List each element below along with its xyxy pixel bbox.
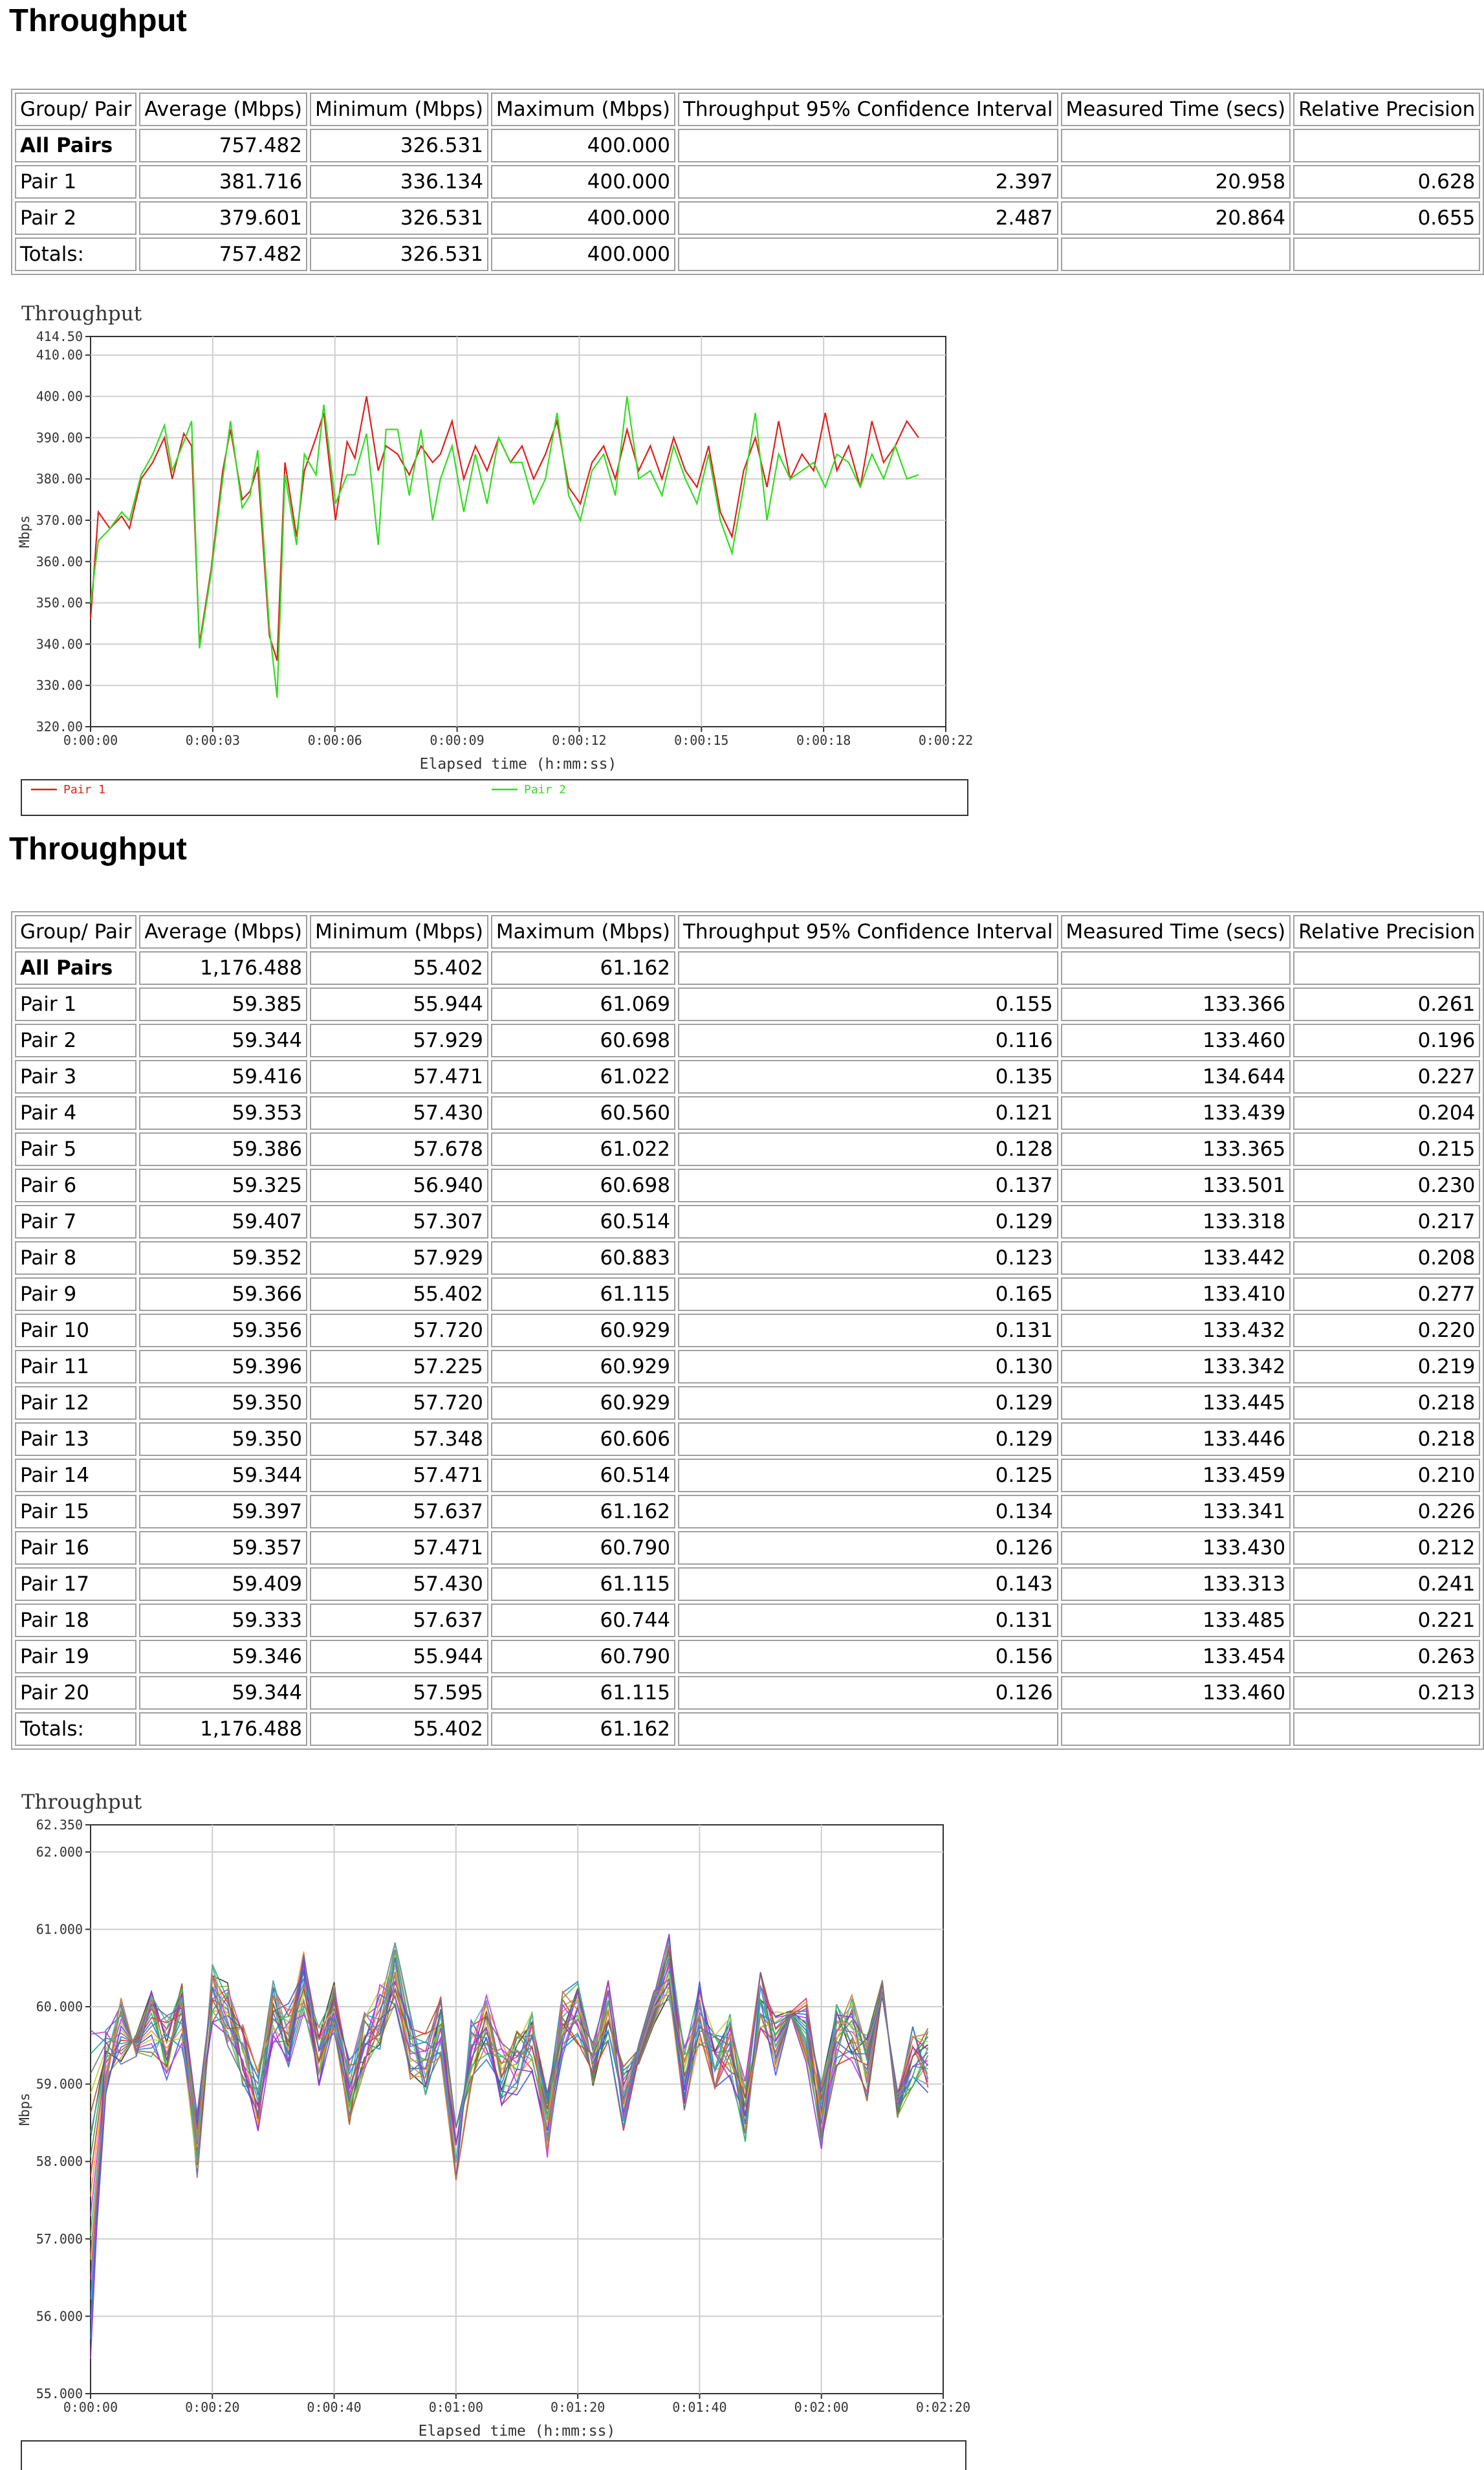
- table-cell: 55.944: [310, 1640, 488, 1673]
- table-cell: 0.213: [1293, 1676, 1480, 1710]
- table-cell: 0.218: [1293, 1386, 1480, 1420]
- table-cell: 133.432: [1061, 1314, 1291, 1347]
- table-cell: 133.342: [1061, 1350, 1291, 1384]
- header-row: [15, 93, 1480, 126]
- y-tick-label: 58.000: [36, 2154, 83, 2170]
- table-cell: 0.121: [678, 1096, 1058, 1130]
- table-cell: 59.366: [139, 1277, 307, 1311]
- table-cell: 134.644: [1061, 1060, 1291, 1094]
- column-header: Measured Time (secs): [1061, 93, 1291, 126]
- table-cell: 0.130: [678, 1350, 1058, 1384]
- table-cell: 59.386: [139, 1132, 307, 1166]
- table-row: [15, 1676, 1480, 1710]
- table-cell: 59.352: [139, 1241, 307, 1275]
- y-tick-label: 350.00: [36, 595, 83, 611]
- table-cell: 326.531: [310, 201, 488, 235]
- x-axis-label: Elapsed time (h:mm:ss): [418, 2423, 616, 2440]
- table-cell: 0.123: [678, 1241, 1058, 1275]
- header-row: [15, 915, 1480, 949]
- table-cell: 0.628: [1293, 165, 1480, 199]
- table-cell: 57.471: [310, 1531, 488, 1565]
- table-cell: 57.348: [310, 1422, 488, 1456]
- row-label: Pair 1: [15, 987, 136, 1021]
- chart-title: Throughput: [21, 1791, 142, 1814]
- x-tick-label: 0:01:00: [428, 2399, 484, 2415]
- table-cell: [1293, 951, 1480, 985]
- column-header: Minimum (Mbps): [310, 93, 488, 126]
- table-cell: [678, 951, 1058, 985]
- plot-area: [91, 336, 946, 727]
- row-label: Pair 3: [15, 1060, 136, 1094]
- throughput-chart: [0, 311, 983, 822]
- row-label: Pair 4: [15, 1096, 136, 1130]
- table-cell: [1293, 129, 1480, 162]
- table-cell: 61.022: [491, 1060, 675, 1094]
- table-row: [15, 1096, 1480, 1130]
- row-label: Pair 16: [15, 1531, 136, 1565]
- row-label: Pair 1: [15, 165, 136, 199]
- table-cell: 57.307: [310, 1205, 488, 1239]
- column-header: Average (Mbps): [139, 915, 307, 949]
- table-cell: 55.402: [310, 951, 488, 985]
- table-cell: 60.790: [491, 1640, 675, 1673]
- table-cell: 59.344: [139, 1459, 307, 1492]
- table-cell: 0.212: [1293, 1531, 1480, 1565]
- row-label: Pair 13: [15, 1422, 136, 1456]
- table-cell: 59.356: [139, 1314, 307, 1347]
- row-label: All Pairs: [15, 951, 136, 985]
- table-cell: 0.165: [678, 1277, 1058, 1311]
- y-tick-label: 55.000: [36, 2386, 83, 2401]
- table-cell: 0.155: [678, 987, 1058, 1021]
- column-header: Relative Precision: [1293, 93, 1480, 126]
- table-cell: 59.350: [139, 1386, 307, 1420]
- table-cell: 59.397: [139, 1495, 307, 1528]
- table-cell: 0.131: [678, 1604, 1058, 1637]
- table-cell: [1293, 237, 1480, 271]
- table-cell: 59.350: [139, 1422, 307, 1456]
- table-row: [15, 1386, 1480, 1420]
- y-tick-label: 56.000: [36, 2308, 83, 2324]
- table-cell: 0.126: [678, 1531, 1058, 1565]
- table-cell: 0.215: [1293, 1132, 1480, 1166]
- table-cell: 57.225: [310, 1350, 488, 1384]
- table-cell: 0.226: [1293, 1495, 1480, 1528]
- table-cell: 336.134: [310, 165, 488, 199]
- column-header: Maximum (Mbps): [491, 915, 675, 949]
- throughput-chart: [0, 1805, 983, 2465]
- y-tick-label: 380.00: [36, 471, 83, 487]
- x-tick-label: 0:00:09: [430, 733, 485, 748]
- y-axis-label: Mbps: [17, 2093, 32, 2126]
- table-cell: 0.129: [678, 1422, 1058, 1456]
- section-2: [0, 822, 1476, 2470]
- table-row: [15, 1531, 1480, 1565]
- x-tick-label: 0:01:40: [672, 2399, 727, 2415]
- column-header: Group/ Pair: [15, 93, 136, 126]
- table-cell: 0.241: [1293, 1567, 1480, 1601]
- row-label: Pair 7: [15, 1205, 136, 1239]
- table-cell: 55.944: [310, 987, 488, 1021]
- y-tick-label: 410.00: [36, 347, 83, 363]
- table-cell: 0.135: [678, 1060, 1058, 1094]
- x-tick-label: 0:00:18: [796, 733, 851, 748]
- table-cell: 133.442: [1061, 1241, 1291, 1275]
- table-cell: 400.000: [491, 237, 675, 271]
- y-tick-label: 414.50: [36, 329, 83, 344]
- section-title: Throughput: [9, 3, 187, 38]
- table-row: [15, 1277, 1480, 1311]
- y-tick-label: 61.000: [36, 1921, 83, 1937]
- row-label: All Pairs: [15, 129, 136, 162]
- table-cell: 60.744: [491, 1604, 675, 1637]
- table-cell: 133.460: [1061, 1676, 1291, 1710]
- table-cell: 133.454: [1061, 1640, 1291, 1673]
- table-cell: 60.698: [491, 1169, 675, 1202]
- y-tick-label: 320.00: [36, 719, 83, 734]
- table-cell: 60.929: [491, 1350, 675, 1384]
- y-tick-label: 59.000: [36, 2076, 83, 2092]
- table-cell: 61.162: [491, 1712, 675, 1746]
- row-label: Pair 2: [15, 201, 136, 235]
- table-cell: 59.325: [139, 1169, 307, 1202]
- table-cell: [1061, 237, 1291, 271]
- y-tick-label: 330.00: [36, 678, 83, 694]
- table-cell: 56.940: [310, 1169, 488, 1202]
- table-cell: 0.261: [1293, 987, 1480, 1021]
- table-row: [15, 237, 1480, 271]
- table-cell: 59.416: [139, 1060, 307, 1094]
- table-cell: 55.402: [310, 1277, 488, 1311]
- row-label: Pair 19: [15, 1640, 136, 1673]
- table-cell: 133.501: [1061, 1169, 1291, 1202]
- table-cell: 60.929: [491, 1386, 675, 1420]
- table-cell: 0.655: [1293, 201, 1480, 235]
- table-cell: 61.115: [491, 1676, 675, 1710]
- row-label: Pair 17: [15, 1567, 136, 1601]
- table-cell: 0.128: [678, 1132, 1058, 1166]
- table-cell: 20.864: [1061, 201, 1291, 235]
- table-row: [15, 1604, 1480, 1637]
- table-cell: 0.134: [678, 1495, 1058, 1528]
- table-cell: 59.346: [139, 1640, 307, 1673]
- row-label: Totals:: [15, 237, 136, 271]
- table-cell: 59.353: [139, 1096, 307, 1130]
- table-row: [15, 1314, 1480, 1347]
- table-cell: 133.485: [1061, 1604, 1291, 1637]
- y-tick-label: 360.00: [36, 553, 83, 569]
- table-cell: 2.487: [678, 201, 1058, 235]
- table-cell: 133.445: [1061, 1386, 1291, 1420]
- table-cell: 133.439: [1061, 1096, 1291, 1130]
- table-row: [15, 1459, 1480, 1492]
- table-cell: 0.219: [1293, 1350, 1480, 1384]
- table-row: [15, 1169, 1480, 1202]
- column-header: Group/ Pair: [15, 915, 136, 949]
- x-tick-label: 0:01:20: [550, 2399, 606, 2415]
- table-cell: 55.402: [310, 1712, 488, 1746]
- table-cell: 60.698: [491, 1024, 675, 1057]
- x-tick-label: 0:02:20: [915, 2399, 971, 2415]
- table-cell: [1061, 129, 1291, 162]
- y-tick-label: 62.350: [36, 1817, 83, 1833]
- table-cell: 1,176.488: [139, 951, 307, 985]
- table-row: [15, 129, 1480, 162]
- column-header: Average (Mbps): [139, 93, 307, 126]
- row-label: Pair 8: [15, 1241, 136, 1275]
- chart-title: Throughput: [21, 302, 142, 325]
- table-cell: 757.482: [139, 129, 307, 162]
- table-cell: 400.000: [491, 129, 675, 162]
- table-cell: 0.221: [1293, 1604, 1480, 1637]
- table-cell: 0.131: [678, 1314, 1058, 1347]
- table-cell: 61.162: [491, 1495, 675, 1528]
- table-cell: 60.929: [491, 1314, 675, 1347]
- table-cell: 0.217: [1293, 1205, 1480, 1239]
- results-table: [11, 911, 1484, 1750]
- column-header: Minimum (Mbps): [310, 915, 488, 949]
- table-cell: 381.716: [139, 165, 307, 199]
- table-cell: 59.344: [139, 1676, 307, 1710]
- table-cell: 60.514: [491, 1205, 675, 1239]
- x-tick-label: 0:00:00: [63, 733, 118, 748]
- table-cell: 57.430: [310, 1096, 488, 1130]
- row-label: Pair 6: [15, 1169, 136, 1202]
- table-cell: 57.929: [310, 1241, 488, 1275]
- table-cell: 133.460: [1061, 1024, 1291, 1057]
- legend-label: Pair 2: [524, 783, 567, 797]
- table-cell: 133.446: [1061, 1422, 1291, 1456]
- row-label: Pair 2: [15, 1024, 136, 1057]
- table-cell: 133.341: [1061, 1495, 1291, 1528]
- table-cell: 59.333: [139, 1604, 307, 1637]
- table-cell: 0.156: [678, 1640, 1058, 1673]
- column-header: Throughput 95% Confidence Interval: [678, 915, 1058, 949]
- column-header: Throughput 95% Confidence Interval: [678, 93, 1058, 126]
- row-label: Pair 18: [15, 1604, 136, 1637]
- table-cell: 133.366: [1061, 987, 1291, 1021]
- table-cell: 57.471: [310, 1060, 488, 1094]
- table-cell: [678, 129, 1058, 162]
- column-header: Maximum (Mbps): [491, 93, 675, 126]
- table-row: [15, 1241, 1480, 1275]
- table-cell: 61.115: [491, 1277, 675, 1311]
- table-row: [15, 1567, 1480, 1601]
- table-cell: 0.263: [1293, 1640, 1480, 1673]
- row-label: Pair 15: [15, 1495, 136, 1528]
- table-cell: 61.069: [491, 987, 675, 1021]
- table-row: [15, 1024, 1480, 1057]
- table-row: [15, 1422, 1480, 1456]
- table-cell: 0.125: [678, 1459, 1058, 1492]
- table-cell: 60.790: [491, 1531, 675, 1565]
- table-cell: 133.365: [1061, 1132, 1291, 1166]
- table-cell: 0.210: [1293, 1459, 1480, 1492]
- table-cell: [1061, 951, 1291, 985]
- legend-label: Pair 1: [63, 783, 106, 797]
- table-cell: 0.129: [678, 1386, 1058, 1420]
- table-cell: 2.397: [678, 165, 1058, 199]
- x-tick-label: 0:00:22: [918, 733, 974, 748]
- y-tick-label: 62.000: [36, 1844, 83, 1860]
- table-cell: 57.430: [310, 1567, 488, 1601]
- table-cell: [678, 1712, 1058, 1746]
- table-cell: 60.514: [491, 1459, 675, 1492]
- row-label: Pair 20: [15, 1676, 136, 1710]
- x-tick-label: 0:00:15: [674, 733, 729, 748]
- y-axis-label: Mbps: [17, 515, 32, 548]
- y-tick-label: 57.000: [36, 2231, 83, 2247]
- table-cell: [1293, 1712, 1480, 1746]
- table-row: [15, 987, 1480, 1021]
- x-tick-label: 0:00:03: [185, 733, 241, 748]
- table-cell: 133.318: [1061, 1205, 1291, 1239]
- column-header: Measured Time (secs): [1061, 915, 1291, 949]
- table-cell: 57.678: [310, 1132, 488, 1166]
- table-row: [15, 1712, 1480, 1746]
- table-row: [15, 165, 1480, 199]
- y-tick-label: 390.00: [36, 430, 83, 446]
- plot-area: [91, 1825, 943, 2394]
- x-axis-label: Elapsed time (h:mm:ss): [419, 756, 617, 773]
- y-tick-label: 340.00: [36, 636, 83, 652]
- row-label: Pair 11: [15, 1350, 136, 1384]
- x-tick-label: 0:00:40: [307, 2399, 362, 2415]
- table-cell: 57.637: [310, 1495, 488, 1528]
- row-label: Totals:: [15, 1712, 136, 1746]
- row-label: Pair 10: [15, 1314, 136, 1347]
- table-cell: 0.143: [678, 1567, 1058, 1601]
- table-cell: 60.883: [491, 1241, 675, 1275]
- x-tick-label: 0:00:12: [552, 733, 607, 748]
- table-cell: 61.022: [491, 1132, 675, 1166]
- table-cell: 326.531: [310, 237, 488, 271]
- table-cell: 0.218: [1293, 1422, 1480, 1456]
- legend-box: [21, 2441, 966, 2470]
- y-tick-label: 400.00: [36, 388, 83, 404]
- table-cell: 57.929: [310, 1024, 488, 1057]
- table-cell: 0.208: [1293, 1241, 1480, 1275]
- table-cell: 133.459: [1061, 1459, 1291, 1492]
- table-cell: 59.409: [139, 1567, 307, 1601]
- table-cell: 60.560: [491, 1096, 675, 1130]
- table-cell: 0.129: [678, 1205, 1058, 1239]
- table-cell: 57.595: [310, 1676, 488, 1710]
- table-cell: 61.162: [491, 951, 675, 985]
- table-cell: 57.471: [310, 1459, 488, 1492]
- table-row: [15, 201, 1480, 235]
- table-cell: 400.000: [491, 201, 675, 235]
- row-label: Pair 12: [15, 1386, 136, 1420]
- table-cell: 59.407: [139, 1205, 307, 1239]
- column-header: Relative Precision: [1293, 915, 1480, 949]
- table-cell: [678, 237, 1058, 271]
- table-cell: 0.220: [1293, 1314, 1480, 1347]
- row-label: Pair 14: [15, 1459, 136, 1492]
- table-cell: 59.385: [139, 987, 307, 1021]
- table-row: [15, 951, 1480, 985]
- table-row: [15, 1132, 1480, 1166]
- table-row: [15, 1205, 1480, 1239]
- section-1: [0, 0, 1476, 822]
- table-cell: 20.958: [1061, 165, 1291, 199]
- table-cell: 0.196: [1293, 1024, 1480, 1057]
- table-cell: 57.720: [310, 1386, 488, 1420]
- table-cell: 59.357: [139, 1531, 307, 1565]
- x-tick-label: 0:00:00: [63, 2399, 118, 2415]
- table-cell: 57.720: [310, 1314, 488, 1347]
- table-row: [15, 1495, 1480, 1528]
- table-cell: 379.601: [139, 201, 307, 235]
- row-label: Pair 9: [15, 1277, 136, 1311]
- table-cell: [1061, 1712, 1291, 1746]
- table-cell: 0.116: [678, 1024, 1058, 1057]
- legend-box: [21, 780, 968, 815]
- x-tick-label: 0:02:00: [794, 2399, 849, 2415]
- table-cell: 57.637: [310, 1604, 488, 1637]
- table-cell: 59.396: [139, 1350, 307, 1384]
- table-cell: 326.531: [310, 129, 488, 162]
- table-cell: 0.277: [1293, 1277, 1480, 1311]
- table-cell: 133.430: [1061, 1531, 1291, 1565]
- table-cell: 0.227: [1293, 1060, 1480, 1094]
- table-cell: 133.410: [1061, 1277, 1291, 1311]
- row-label: Pair 5: [15, 1132, 136, 1166]
- table-row: [15, 1060, 1480, 1094]
- table-cell: 59.344: [139, 1024, 307, 1057]
- table-cell: 400.000: [491, 165, 675, 199]
- table-cell: 1,176.488: [139, 1712, 307, 1746]
- y-tick-label: 370.00: [36, 512, 83, 528]
- x-tick-label: 0:00:20: [185, 2399, 240, 2415]
- table-cell: 0.137: [678, 1169, 1058, 1202]
- table-cell: 60.606: [491, 1422, 675, 1456]
- table-cell: 757.482: [139, 237, 307, 271]
- section-title: Throughput: [9, 832, 187, 866]
- table-cell: 0.230: [1293, 1169, 1480, 1202]
- y-tick-label: 60.000: [36, 1999, 83, 2015]
- table-row: [15, 1350, 1480, 1384]
- x-tick-label: 0:00:06: [307, 733, 362, 748]
- table-cell: 61.115: [491, 1567, 675, 1601]
- table-cell: 133.313: [1061, 1567, 1291, 1601]
- table-row: [15, 1640, 1480, 1673]
- table-cell: 0.204: [1293, 1096, 1480, 1130]
- results-table: [11, 89, 1484, 275]
- table-cell: 0.126: [678, 1676, 1058, 1710]
